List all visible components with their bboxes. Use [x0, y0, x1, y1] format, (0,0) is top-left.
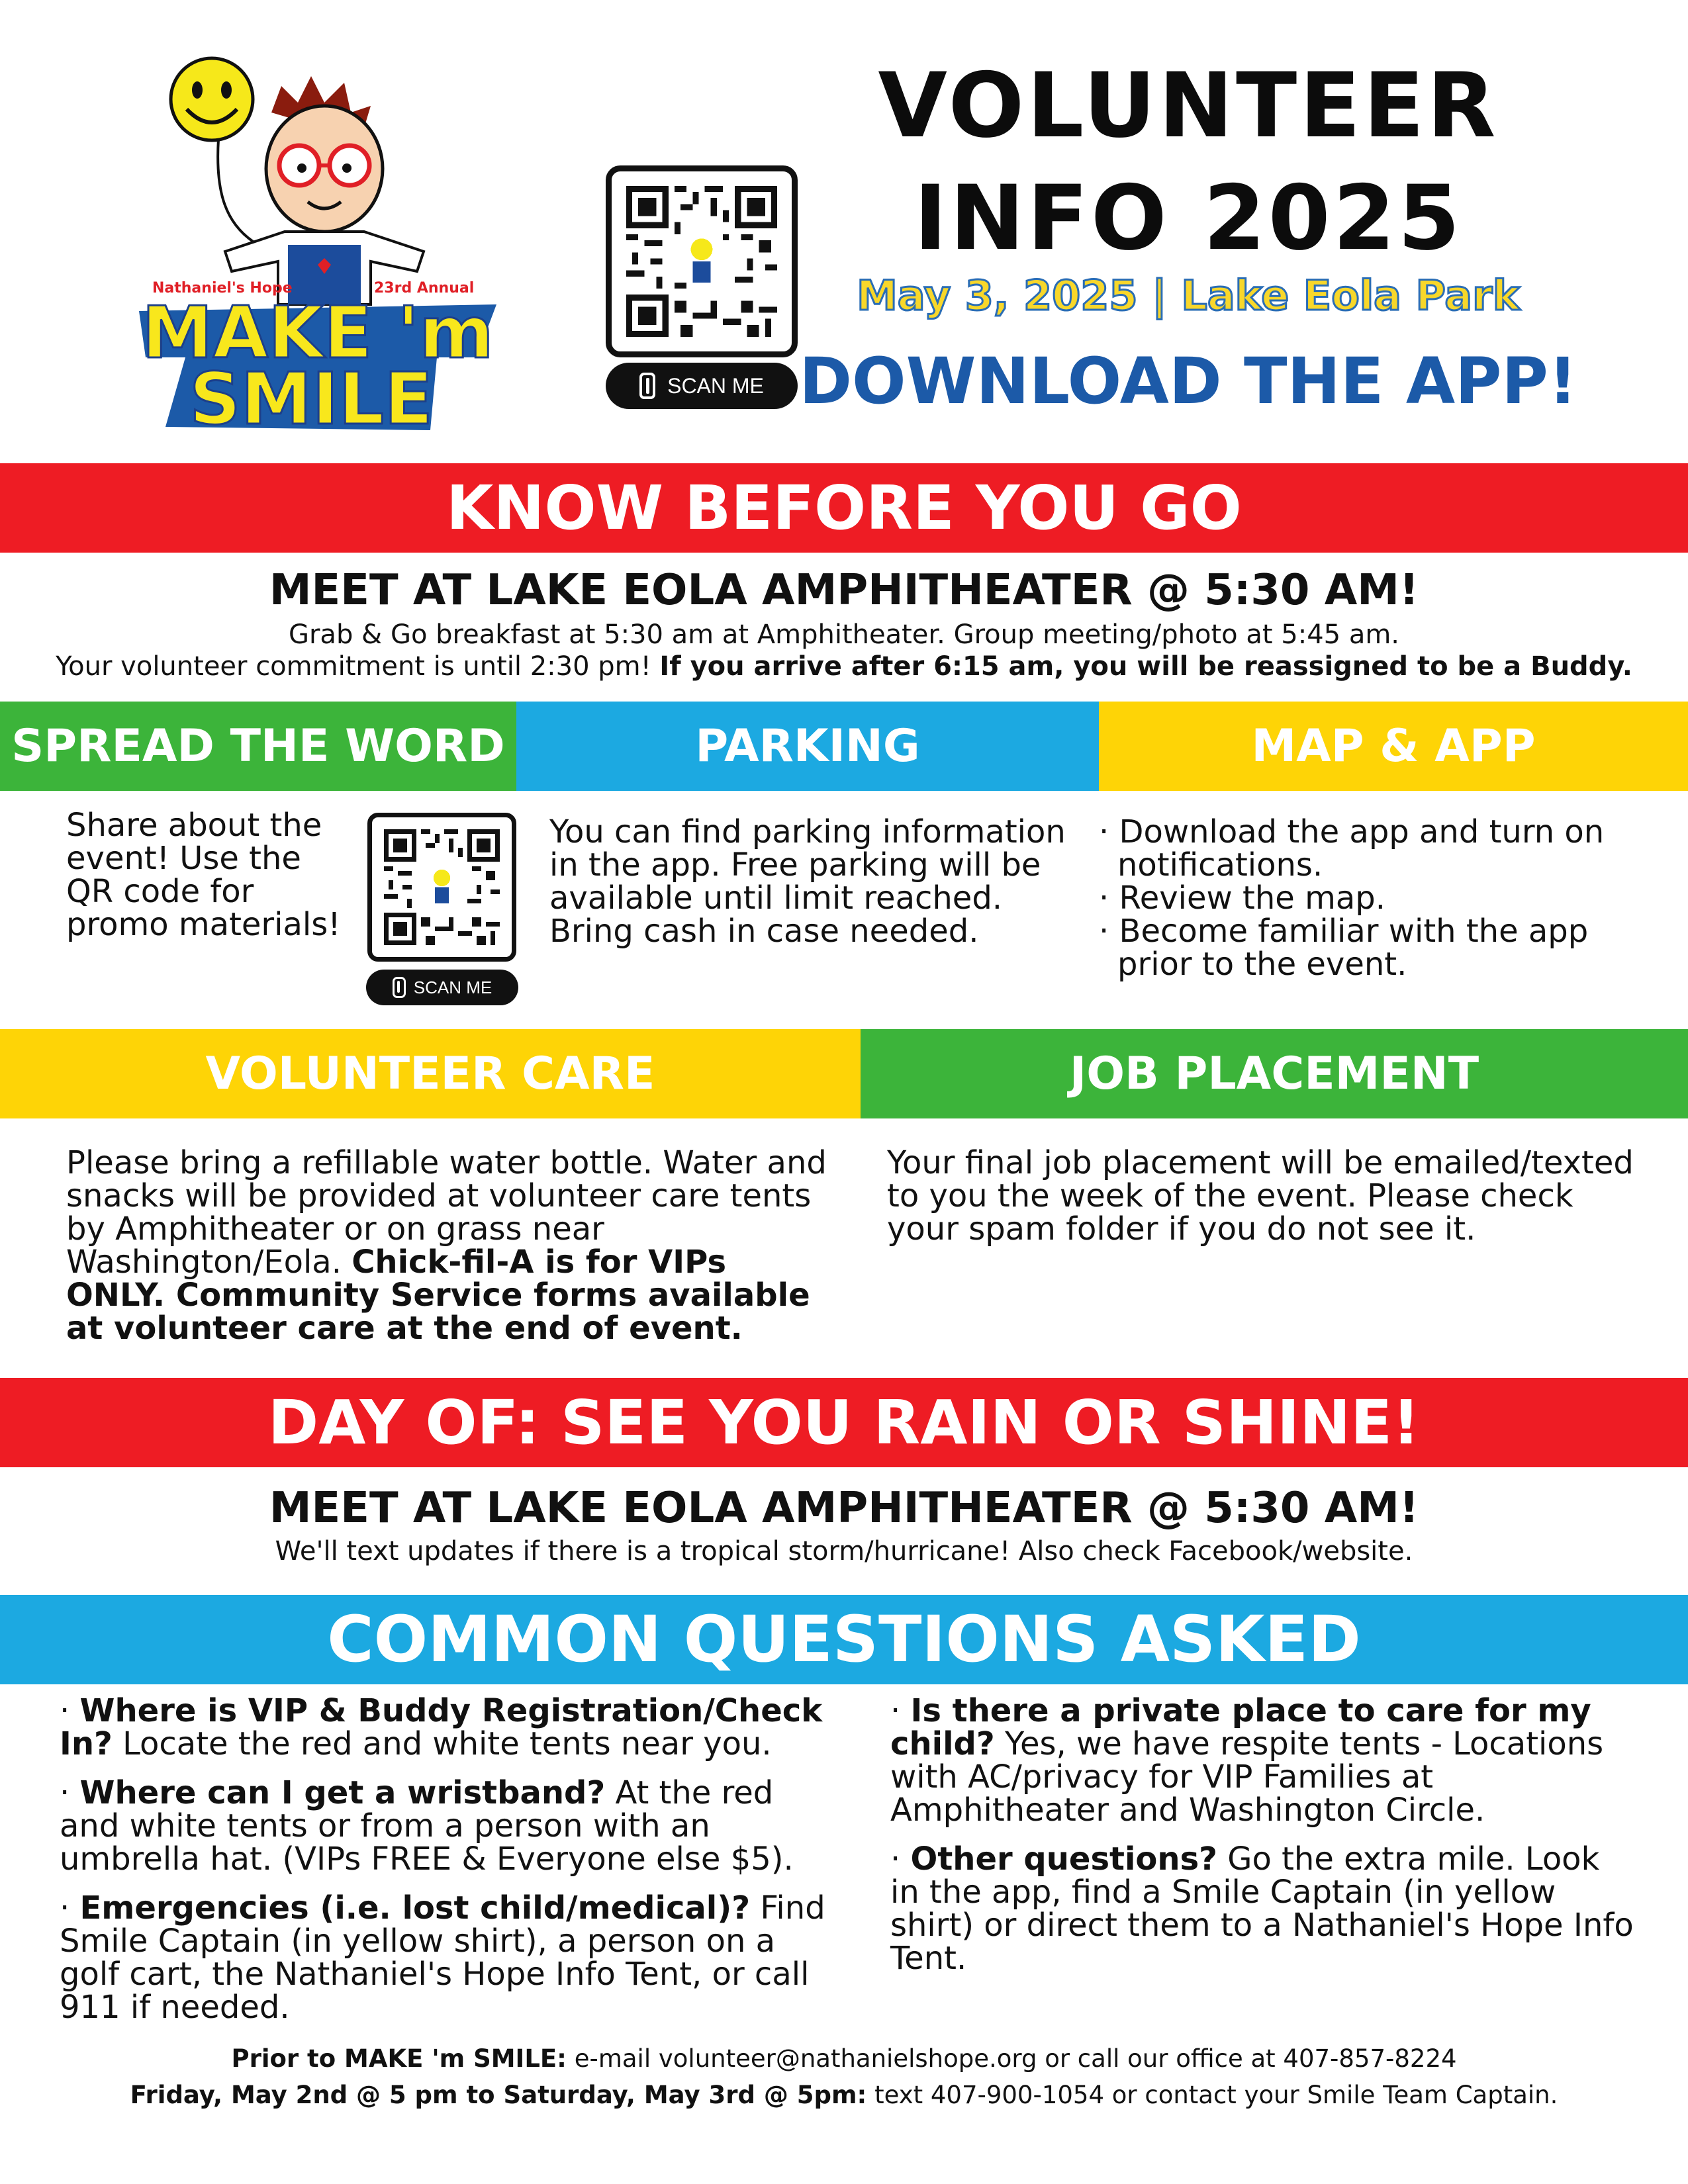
logo-line1: MAKE 'm [142, 292, 494, 375]
footer-line-2 [0, 2078, 1688, 2113]
meet-heading-dayof: MEET AT LAKE EOLA AMPHITHEATER @ 5:30 AM! [269, 1484, 1419, 1533]
parking-text: You can find parking information in the app. Free parking will be available until limit reached. Bring cash in case needed. [549, 813, 1066, 950]
weather-note: We'll text updates if there is a tropical storm/hurricane! Also check Facebook/website. [275, 1536, 1413, 1567]
qr-code-promo[interactable] [367, 813, 516, 962]
breakfast-info: Grab & Go breakfast at 5:30 am at Amphitheater. Group meeting/photo at 5:45 am. [288, 619, 1400, 650]
logo-brand-left: Nathaniel's Hope [152, 280, 293, 296]
meet-heading-top: MEET AT LAKE EOLA AMPHITHEATER @ 5:30 AM! [269, 566, 1419, 615]
commitment-info [0, 651, 1688, 682]
job-placement-text: Your final job placement will be emailed/texted to you the week of the event. Please check your spam folder if you do not see it. [887, 1144, 1634, 1248]
faq-item: · Emergencies (i.e. lost child/medical)? Find Smile Captain (in yellow shirt), a person on a golf cart, the Nathaniel's Hope Info Tent, or call 911 if needed. [60, 1889, 825, 2026]
logo-line2: SMILE [189, 358, 434, 437]
banner-common-questions: COMMON QUESTIONS ASKED [0, 1595, 1688, 1684]
commitment-text: Your volunteer commitment is until 2:30 pm! [56, 651, 660, 682]
event-date-location: May 3, 2025 | Lake Eola Park [857, 271, 1520, 320]
header-map-app: MAP & APP [1099, 702, 1688, 791]
faq-item: · Where can I get a wristband? At the red and white tents or from a person with an umbrella hat. (VIPs FREE & Everyone else $5). [60, 1774, 794, 1878]
scan-me-label-promo: SCAN ME [413, 977, 492, 997]
header-parking: PARKING [516, 702, 1099, 791]
faq-column-left [60, 1694, 834, 2040]
volunteer-care-normal: Please bring a refillable water bottle. Water and snacks will be provided at volunteer care tents by Amphitheater or on grass near Washington/Eola. [66, 1144, 827, 1281]
footer-line2-text: text 407-900-1054 or contact your Smile Team Captain. [867, 2081, 1558, 2109]
banner-day-of: DAY OF: SEE YOU RAIN OR SHINE! [0, 1378, 1688, 1467]
footer-line2-label: Friday, May 2nd @ 5 pm to Saturday, May 3rd @ 5pm: [130, 2081, 867, 2109]
scan-me-badge-top [606, 363, 798, 409]
footer-line1-label: Prior to MAKE 'm SMILE: [231, 2044, 567, 2073]
volunteer-care-text [66, 1146, 834, 1345]
scan-me-badge-promo [366, 970, 518, 1005]
list-item: · Become familiar with the app prior to the event. [1099, 913, 1589, 983]
faq-item: · Is there a private place to care for my child? Yes, we have respite tents - Locations with AC/privacy for VIP Families at Amphitheater and Washington Circle. [890, 1692, 1604, 1829]
banner-know-before-you-go: KNOW BEFORE YOU GO [0, 463, 1688, 553]
faq-column-right [890, 1694, 1638, 1991]
header-spread-the-word: SPREAD THE WORD [0, 702, 516, 791]
faq-item: · Where is VIP & Buddy Registration/Check In? Locate the red and white tents near you. [60, 1692, 823, 1762]
late-arrival-warning: If you arrive after 6:15 am, you will be reassigned to be a Buddy. [659, 651, 1632, 682]
footer-line1-text: e-mail volunteer@nathanielshope.org or call our office at 407-857-8224 [566, 2044, 1457, 2073]
title-line-2: INFO 2025 [914, 166, 1463, 270]
scan-me-label-top: SCAN ME [667, 373, 764, 398]
header-job-placement: JOB PLACEMENT [861, 1029, 1688, 1118]
download-app-heading: DOWNLOAD THE APP! [799, 344, 1577, 418]
volunteer-care-bold: Chick-fil-A is for VIPs ONLY. Community Service forms available at volunteer care at the end of event. [66, 1244, 810, 1347]
footer-line-1 [0, 2042, 1688, 2076]
map-app-list [1099, 815, 1668, 981]
list-item: · Review the map. [1099, 880, 1385, 917]
phone-icon [639, 373, 655, 399]
make-m-smile-logo [126, 46, 510, 437]
faq-item: · Other questions? Go the extra mile. Look in the app, find a Smile Captain (in yellow shirt) or direct them to a Nathaniel's Hope Info Tent. [890, 1841, 1634, 1977]
header-volunteer-care: VOLUNTEER CARE [0, 1029, 861, 1118]
title-line-1: VOLUNTEER [878, 54, 1499, 158]
list-item: · Download the app and turn on notifications. [1099, 813, 1605, 884]
logo-brand-right: 23rd Annual [374, 280, 475, 296]
qr-code-app[interactable] [606, 165, 798, 357]
phone-icon [393, 977, 406, 998]
spread-text: Share about the event! Use the QR code for promo materials! [66, 807, 341, 943]
